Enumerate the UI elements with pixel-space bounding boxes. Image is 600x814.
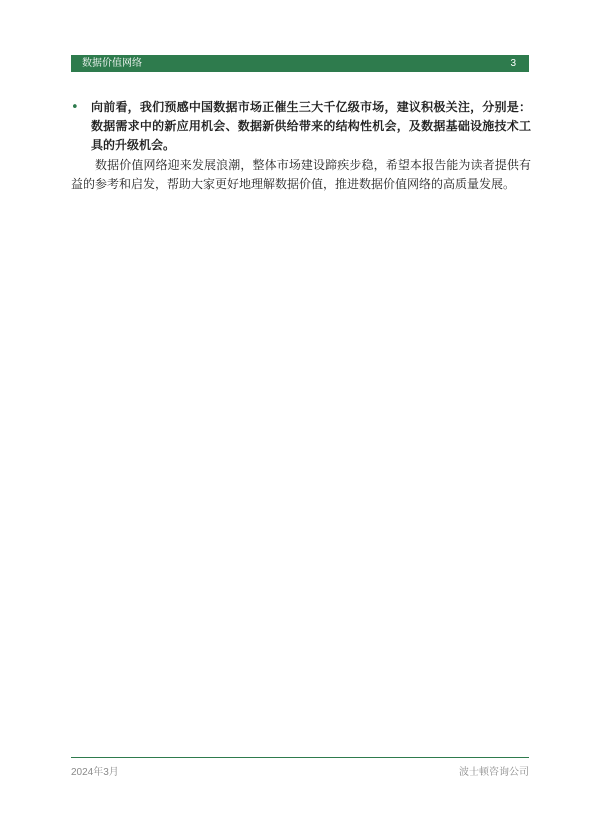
bullet-point: [71, 98, 531, 155]
body-paragraph: 数据价值网络迎来发展浪潮，整体市场建设蹄疾步稳，希望本报告能为读者提供有益的参考和启发，帮助大家更好地理解数据价值，推进数据价值网络的高质量发展。: [71, 158, 531, 191]
footer-date: 2024年3月: [71, 767, 119, 778]
footer-company: 波士顿咨询公司: [459, 767, 529, 778]
footer-divider: [71, 757, 529, 758]
page-number: 3: [510, 58, 516, 69]
bullet-icon: •: [71, 100, 79, 115]
bullet-text: 向前看，我们预感中国数据市场正催生三大千亿级市场，建议积极关注，分别是：数据需求中的新应用机会、数据新供给带来的结构性机会，及数据基础设施技术工具的升级机会。: [91, 100, 531, 152]
header-bar: [71, 55, 529, 72]
header-title: 数据价值网络: [82, 58, 142, 69]
